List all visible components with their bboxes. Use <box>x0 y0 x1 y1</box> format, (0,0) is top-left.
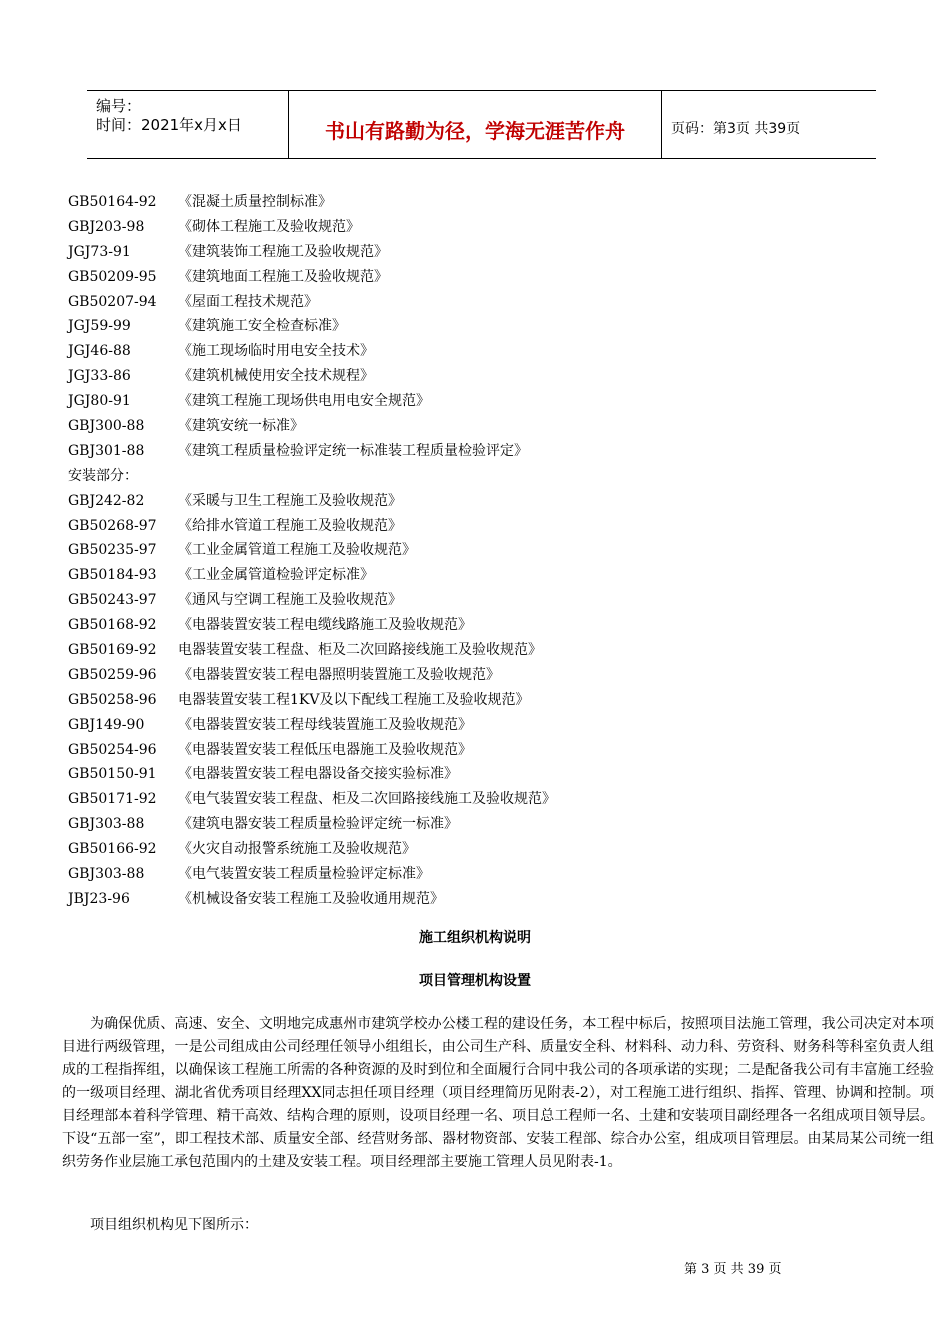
standard-item <box>68 215 556 240</box>
standard-code: GB50164-92 <box>68 194 157 210</box>
header-info-cell <box>87 91 289 158</box>
standard-name: 《屋面工程技术规范》 <box>178 293 318 310</box>
standard-name: 《电器装置安装工程母线装置施工及验收规范》 <box>178 716 472 733</box>
section-heading: 施工组织机构说明 <box>419 930 531 946</box>
standard-code: GB50207-94 <box>68 293 157 310</box>
standard-name: 电器装置安装工程盘、柜及二次回路接线施工及验收规范》 <box>178 642 542 659</box>
standard-item <box>68 837 556 862</box>
standard-code: GB50168-92 <box>68 617 157 634</box>
standard-item <box>68 414 556 439</box>
standard-code: GB50268-97 <box>68 517 157 534</box>
standard-item <box>68 613 556 638</box>
body-paragraph-2: 项目组织机构见下图所示： <box>90 1217 258 1233</box>
standard-name: 电器装置安装工程1KV及以下配线工程施工及验收规范》 <box>178 691 530 708</box>
standard-name: 《电器装置安装工程电器照明装置施工及验收规范》 <box>178 666 500 683</box>
standard-code: GB50254-96 <box>68 741 157 758</box>
standard-item <box>68 638 556 663</box>
standard-code: JGJ73-91 <box>68 243 131 260</box>
number-label: 编号： <box>96 97 142 115</box>
subsection-heading: 项目管理机构设置 <box>419 973 531 989</box>
standard-item <box>68 489 556 514</box>
standard-item <box>68 787 556 812</box>
standard-name: 《工业金属管道工程施工及验收规范》 <box>178 542 416 559</box>
standard-item <box>68 364 556 389</box>
standard-code: GBJ300-88 <box>68 418 145 435</box>
motto: 书山有路勤为径，学海无涯苦作舟 <box>325 119 625 143</box>
standards-list <box>68 190 556 912</box>
standard-item <box>68 588 556 613</box>
standard-code: GBJ303-88 <box>68 866 145 883</box>
standard-name: 《施工现场临时用电安全技术》 <box>178 343 374 360</box>
standard-name: 《建筑工程施工现场供电用电安全规范》 <box>178 393 430 410</box>
standard-code: GB50258-96 <box>68 691 157 708</box>
standard-name: 《混凝土质量控制标准》 <box>178 194 332 210</box>
page-header <box>87 90 876 159</box>
body-paragraph: 为确保优质、高速、安全、文明地完成惠州市建筑学校办公楼工程的建设任务，本工程中标后，按照项目法施工管理，我公司决定对本项目进行两级管理，一是公司组成由公司经理任领导小组组长，由公司生产科、质量安全科、材料科、动力科、劳资科、财务科等科室负责人组成的工程指挥组，以确保该工程施工所需的各种资源的及时到位和全面履行合同中我公司的各项承诺的实现；二是配备我公司有丰富施工经验的一级项目经理、湖北省优秀项目经理XX同志担任项目经理（项目经理简历见附表-2），对工程施工进行组织、指挥、管理、协调和控制。项目经理部本着科学管理、精干高效、结构合理的原则，设项目经理一名、项目总工程师一名、土建和安装项目副经理各一名组成项目领导层。下设“五部一室”，即工程技术部、质量安全部、经营财务部、器材物资部、安装工程部、综合办公室，组成项目管理层。由某局某公司统一组织劳务作业层施工承包范围内的土建及安装工程。项目经理部主要施工管理人员见附表-1。 <box>62 1016 934 1170</box>
header-page-cell <box>662 91 876 158</box>
standard-name: 《建筑机械使用安全技术规程》 <box>178 368 374 385</box>
standard-code: GB50171-92 <box>68 791 157 808</box>
section-label: 安装部分： <box>68 467 138 484</box>
standard-item <box>68 812 556 837</box>
standard-code: GB50150-91 <box>68 766 157 783</box>
standard-name: 《机械设备安装工程施工及验收通用规范》 <box>178 890 444 907</box>
standard-item <box>68 762 556 787</box>
standard-name: 《电器装置安装工程电缆线路施工及验收规范》 <box>178 617 472 634</box>
standard-code: GB50243-97 <box>68 592 157 609</box>
standard-name: 《建筑装饰工程施工及验收规范》 <box>178 243 388 260</box>
standard-item <box>68 688 556 713</box>
standard-name: 《通风与空调工程施工及验收规范》 <box>178 592 402 609</box>
standard-name: 《给排水管道工程施工及验收规范》 <box>178 517 402 534</box>
standard-item <box>68 738 556 763</box>
standard-code: GBJ149-90 <box>68 716 145 733</box>
standard-item <box>68 514 556 539</box>
standard-item <box>68 663 556 688</box>
standard-item <box>68 290 556 315</box>
standard-name: 《建筑施工安全检查标准》 <box>178 318 346 335</box>
standard-code: GB50235-97 <box>68 542 157 559</box>
standard-item <box>68 339 556 364</box>
time-label: 时间：2021年x月x日 <box>96 116 242 134</box>
standard-name: 《建筑工程质量检验评定统一标准装工程质量检验评定》 <box>178 442 528 459</box>
standard-name: 《工业金属管道检验评定标准》 <box>178 567 374 584</box>
standard-item <box>68 862 556 887</box>
standard-name: 《建筑地面工程施工及验收规范》 <box>178 268 388 285</box>
standard-item <box>68 190 556 215</box>
standard-item <box>68 265 556 290</box>
standard-code: JGJ33-86 <box>68 368 131 385</box>
page-indicator: 页码：第3页 共39页 <box>671 121 801 137</box>
standard-code: JGJ80-91 <box>68 393 131 410</box>
standard-item <box>68 563 556 588</box>
standard-code: JBJ23-96 <box>68 890 130 907</box>
standard-item <box>68 439 556 464</box>
standard-code: GB50209-95 <box>68 268 157 285</box>
standard-name: 《砌体工程施工及验收规范》 <box>178 218 360 235</box>
standard-code: JGJ46-88 <box>68 343 131 360</box>
standard-code: JGJ59-99 <box>68 318 131 335</box>
standard-name: 《电气装置安装工程盘、柜及二次回路接线施工及验收规范》 <box>178 791 556 808</box>
standard-code: GBJ242-82 <box>68 492 145 509</box>
standard-code: GB50169-92 <box>68 642 157 659</box>
standard-code: GB50259-96 <box>68 666 157 683</box>
standard-name: 《电气装置安装工程质量检验评定标准》 <box>178 866 430 883</box>
standard-name: 《电器装置安装工程低压电器施工及验收规范》 <box>178 741 472 758</box>
standard-name: 《建筑电器安装工程质量检验评定统一标准》 <box>178 816 458 833</box>
standard-item <box>68 538 556 563</box>
standard-item <box>68 240 556 265</box>
standard-code: GB50166-92 <box>68 841 157 858</box>
standard-item <box>68 713 556 738</box>
standard-item <box>68 389 556 414</box>
header-motto-cell <box>289 91 662 158</box>
standard-name: 《建筑安统一标准》 <box>178 418 304 435</box>
standard-name: 《火灾自动报警系统施工及验收规范》 <box>178 841 416 858</box>
standard-name: 《电器装置安装工程电器设备交接实验标准》 <box>178 766 458 783</box>
standard-code: GBJ303-88 <box>68 816 145 833</box>
standard-item <box>68 887 556 912</box>
standard-code: GBJ203-98 <box>68 218 145 235</box>
standard-code: GB50184-93 <box>68 567 157 584</box>
page-footer: 第 3 页 共 39 页 <box>684 1262 782 1277</box>
standard-name: 《采暖与卫生工程施工及验收规范》 <box>178 492 402 509</box>
standard-item <box>68 314 556 339</box>
standard-code: GBJ301-88 <box>68 442 145 459</box>
